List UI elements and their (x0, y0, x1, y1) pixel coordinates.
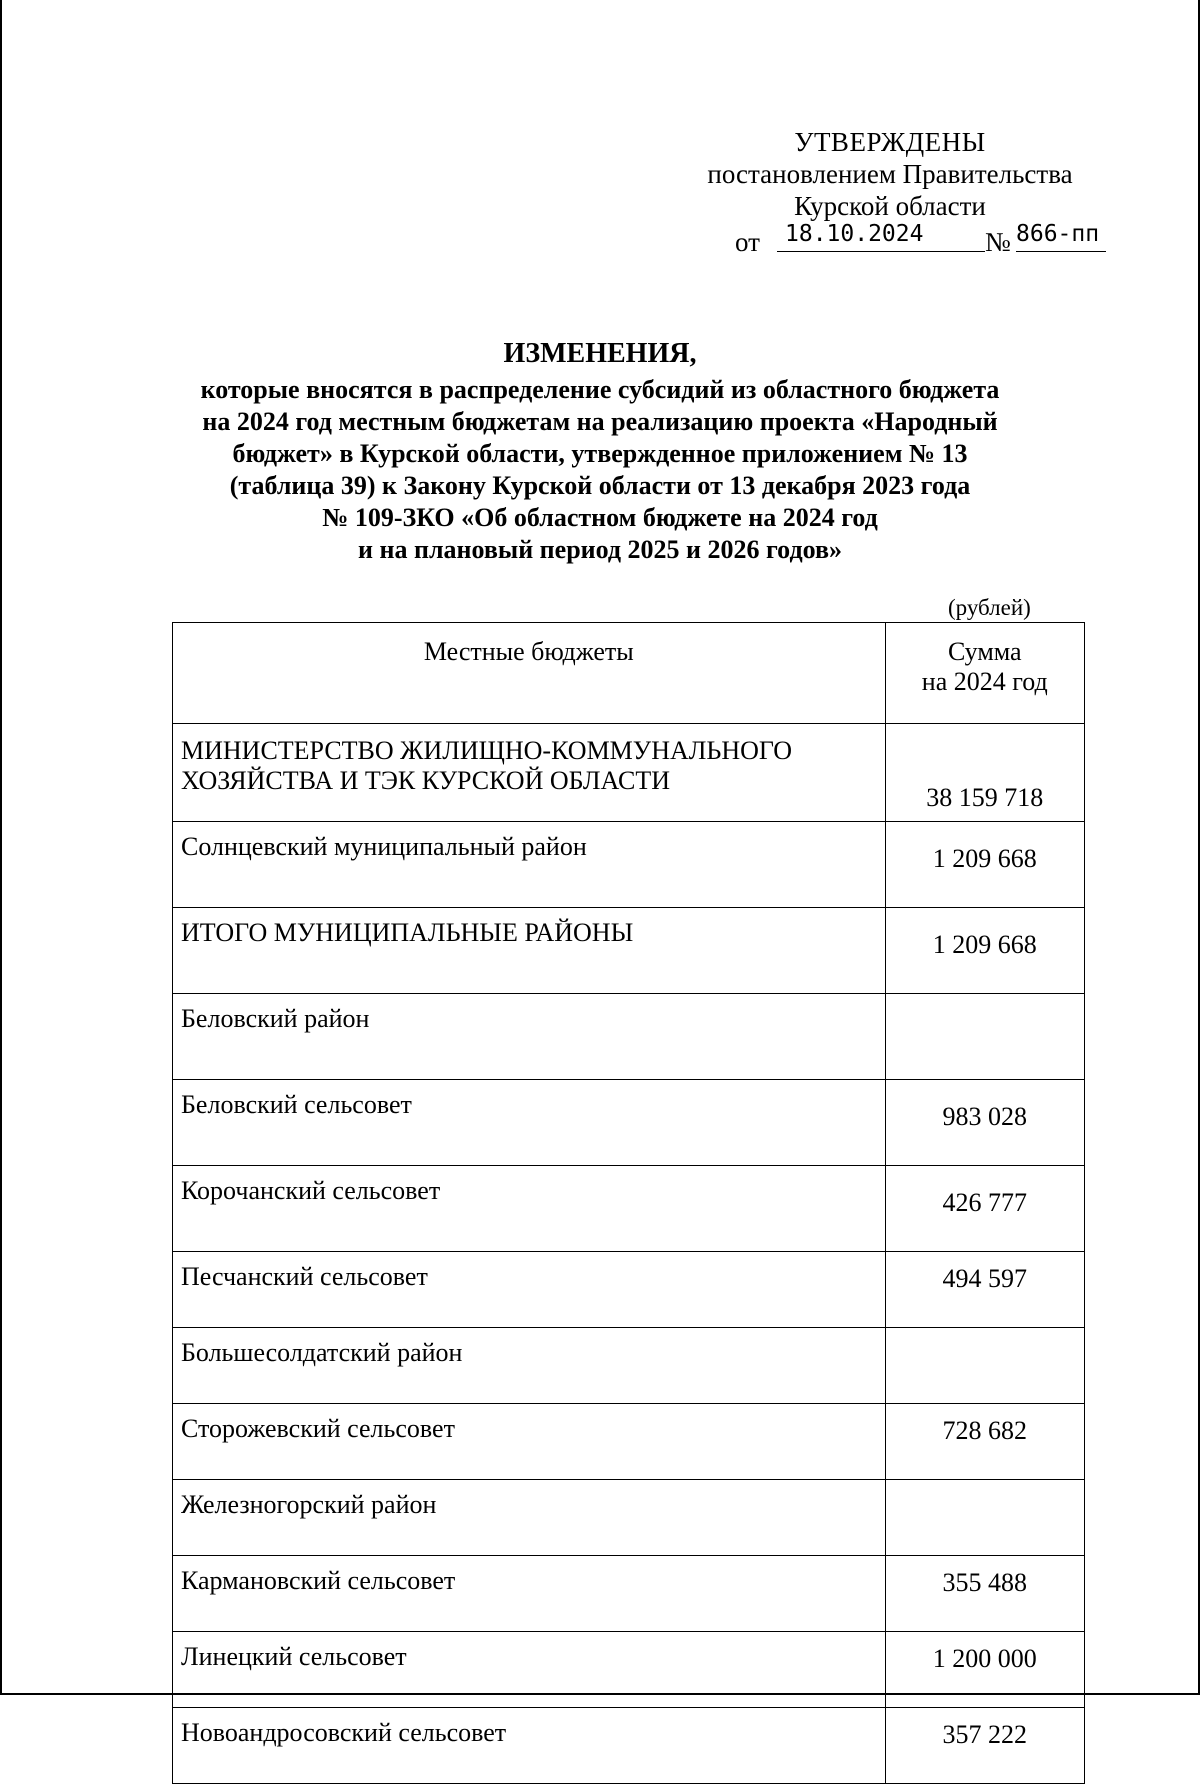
approval-number: 866-пп (1016, 218, 1106, 252)
document-title-block (140, 336, 1060, 566)
document-subtitle-line: которые вносятся в распределение субсидий из областного бюджета (200, 375, 1000, 404)
row-name: Линецкий сельсовет (173, 1632, 886, 1708)
document-subtitle-line: № 109-ЗКО «Об областном бюджете на 2024 год (322, 503, 878, 532)
row-amount (885, 1328, 1084, 1404)
approval-date-number-line (735, 221, 1100, 257)
budget-table (172, 622, 1085, 1784)
approval-heading: УТВЕРЖДЕНЫ (794, 127, 986, 157)
header-amount-line-2: на 2024 год (921, 667, 1048, 696)
row-name: Беловский сельсовет (173, 1080, 886, 1166)
row-name: Большесолдатский район (173, 1328, 886, 1404)
row-amount: 357 222 (885, 1708, 1084, 1784)
row-name: ИТОГО МУНИЦИПАЛЬНЫЕ РАЙОНЫ (173, 908, 886, 994)
row-name: Сторожевский сельсовет (173, 1404, 886, 1480)
document-subtitle-line: бюджет» в Курской области, утвержденное приложением № 13 (232, 439, 968, 468)
row-amount: 1 200 000 (885, 1632, 1084, 1708)
row-name: Песчанский сельсовет (173, 1252, 886, 1328)
header-local-budgets: Местные бюджеты (173, 623, 886, 724)
document-subtitle-line: (таблица 39) к Закону Курской области от 13 декабря 2023 года (229, 471, 971, 500)
row-name: Солнцевский муниципальный район (173, 822, 886, 908)
table-row (173, 1708, 1085, 1784)
row-name: Кармановский сельсовет (173, 1556, 886, 1632)
table-row (173, 1166, 1085, 1252)
table-row (173, 1632, 1085, 1708)
row-name: Новоандросовский сельсовет (173, 1708, 886, 1784)
header-amount-line-1: Сумма (947, 637, 1022, 666)
ministry-name-line-2: ХОЗЯЙСТВА И ТЭК КУРСКОЙ ОБЛАСТИ (181, 766, 671, 795)
row-amount (885, 1480, 1084, 1556)
approval-from-label: от (735, 227, 760, 257)
row-amount: 1 209 668 (885, 908, 1084, 994)
table-row (173, 822, 1085, 908)
table-row-ministry (173, 724, 1085, 822)
row-name: Беловский район (173, 994, 886, 1080)
header-amount (885, 623, 1084, 724)
document-subtitle-line: на 2024 год местным бюджетам на реализацию проекта «Народный (202, 407, 998, 436)
row-name: Корочанский сельсовет (173, 1166, 886, 1252)
approval-date: 18.10.2024 (777, 218, 985, 252)
row-amount: 426 777 (885, 1166, 1084, 1252)
table-row (173, 1480, 1085, 1556)
page-edge-left (0, 0, 2, 1695)
table-row (173, 1252, 1085, 1328)
row-amount: 983 028 (885, 1080, 1084, 1166)
ministry-amount: 38 159 718 (885, 724, 1084, 822)
table-row (173, 1080, 1085, 1166)
row-amount: 1 209 668 (885, 822, 1084, 908)
units-label: (рублей) (948, 595, 1031, 620)
table-row (173, 1404, 1085, 1480)
table-row (173, 1556, 1085, 1632)
table-row (173, 994, 1085, 1080)
approval-block (690, 126, 1100, 257)
document-title: ИЗМЕНЕНИЯ, (503, 338, 697, 369)
row-amount: 355 488 (885, 1556, 1084, 1632)
approval-line-1: постановлением Правительства (707, 159, 1073, 189)
approval-line-2: Курской области (794, 191, 986, 221)
table-row (173, 908, 1085, 994)
approval-number-label: № (985, 227, 1011, 257)
ministry-name (173, 724, 886, 822)
ministry-name-line-1: МИНИСТЕРСТВО ЖИЛИЩНО-КОММУНАЛЬНОГО (181, 736, 793, 765)
table-row (173, 1328, 1085, 1404)
row-amount: 494 597 (885, 1252, 1084, 1328)
document-subtitle-line: и на плановый период 2025 и 2026 годов» (358, 535, 842, 564)
row-amount (885, 994, 1084, 1080)
row-amount: 728 682 (885, 1404, 1084, 1480)
row-name: Железногорский район (173, 1480, 886, 1556)
table-header-row (173, 623, 1085, 724)
